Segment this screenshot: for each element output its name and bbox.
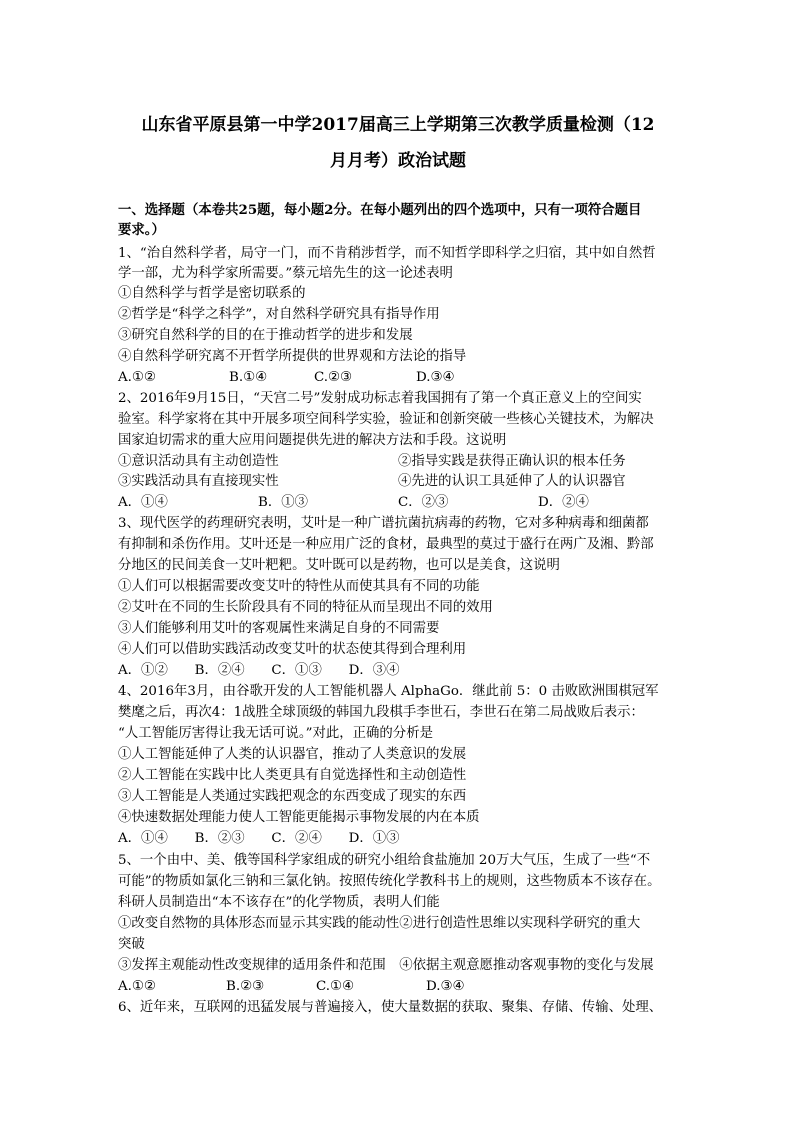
q4-option-1: ①人工智能延伸了人类的认识器官，推动了人类意识的发展: [118, 747, 467, 762]
q1-option-4: ④自然科学研究离不开哲学所提供的世界观和方法论的指导: [118, 349, 467, 364]
q5-answer-c: C.①④: [316, 979, 355, 994]
q1-option-1: ①自然科学与哲学是密切联系的: [118, 286, 306, 301]
q2-option-3: ③实践活动具有直接现实性: [118, 474, 279, 489]
q1-option-3: ③研究自然科学的目的在于推动哲学的进步和发展: [118, 328, 413, 343]
section-heading-line-1: 一、选择题（本卷共25题，每小题2分。在每小题列出的四个选项中，只有一项符合题目: [118, 202, 642, 218]
q1-answer-b: B.①④: [229, 370, 268, 385]
q1-stem-line-2: 学一部，尤为科学家所需要。”蔡元培先生的这一论述表明: [118, 266, 453, 281]
q2-stem-line-1: 2、2016年9月15日，“天宫二号”发射成功标志着我国拥有了第一个真正意义上的空间实: [118, 391, 642, 406]
q1-option-2: ②哲学是“科学之科学”，对自然科学研究具有指导作用: [118, 307, 440, 322]
q4-option-4: ④快速数据处理能力使人工智能更能揭示事物发展的内在本质: [118, 810, 480, 825]
q3-option-4: ④人们可以借助实践活动改变艾叶的状态使其得到合理利用: [118, 642, 467, 657]
q3-option-3: ③人们能够利用艾叶的客观属性来满足自身的不同需要: [118, 621, 440, 636]
exam-title-line-2: 月月考）政治试题: [330, 151, 466, 171]
q2-answer-b: B．①③: [258, 495, 309, 510]
q3-option-2: ②艾叶在不同的生长阶段具有不同的特征从而呈现出不同的效用: [118, 600, 493, 615]
section-heading-line-2: 要求。）: [118, 222, 165, 238]
q4-stem-line-2: 樊麾之后，再次4：1战胜全球顶级的韩国九段棋手李世石，李世石在第二局战败后表示：: [118, 705, 644, 720]
q3-option-1: ①人们可以根据需要改变艾叶的特性从而使其具有不同的功能: [118, 579, 480, 594]
q4-answers: A．①④ B．②③ C．②④ D．①③: [118, 831, 400, 846]
q5-options-3-4: ③发挥主观能动性改变规律的适用条件和范围 ④依据主观意愿推动客观事物的变化与发展: [118, 958, 654, 973]
q4-option-3: ③人工智能是人类通过实践把观念的东西变成了现实的东西: [118, 789, 467, 804]
q5-stem-line-3: 科研人员制造出“本不该存在”的化学物质，表明人们能: [118, 895, 440, 910]
q5-options-1-2: ①改变自然物的具体形态而显示其实践的能动性②进行创造性思维以实现科学研究的重大: [118, 916, 641, 931]
q2-answer-d: D．②④: [538, 495, 589, 510]
q5-stem-line-2: 可能”的物质如氯化三钠和三氯化钠。按照传统化学教科书上的规则，这些物质本不该存在。: [118, 874, 661, 889]
q5-answer-d: D.③④: [426, 979, 465, 994]
q2-option-1: ①意识活动具有主动创造性: [118, 454, 279, 469]
q4-stem-line-3: “人工智能厉害得让我无话可说。”对此，正确的分析是: [118, 726, 433, 741]
q1-answer-a: A.①②: [118, 370, 156, 385]
q5-answer-b: B.②③: [226, 979, 265, 994]
q4-option-2: ②人工智能在实践中比人类更具有自觉选择性和主动创造性: [118, 768, 467, 783]
q2-option-4: ④先进的认识工具延伸了人的认识器官: [398, 474, 626, 489]
q1-stem-line-1: 1、“治自然科学者，局守一门，而不肯稍涉哲学，而不知哲学即科学之归宿，其中如自然哲: [118, 246, 656, 261]
q2-stem-line-2: 验室。科学家将在其中开展多项空间科学实验，验证和创新突破一些核心关键技术，为解决: [118, 412, 654, 427]
q3-stem-line-3: 分地区的民间美食一艾叶粑粑。艾叶既可以是药物，也可以是美食，这说明: [118, 558, 560, 573]
q2-stem-line-3: 国家迫切需求的重大应用问题提供先进的解决方法和手段。这说明: [118, 433, 507, 448]
q6-stem-line-1: 6、近年来，互联网的迅猛发展与普遍接入，使大量数据的获取、聚集、存储、传输、处理、: [118, 1000, 663, 1015]
q4-stem-line-1: 4、2016年3月，由谷歌开发的人工智能机器人 AlphaGo．继此前 5：0 击败欧洲围棋冠军: [118, 684, 659, 699]
q3-stem-line-1: 3、现代医学的药理研究表明，艾叶是一种广谱抗菌抗病毒的药物，它对多种病毒和细菌都: [118, 516, 649, 531]
q3-answers: A．①② B．②④ C．①③ D．③④: [118, 663, 400, 678]
q2-option-2: ②指导实践是获得正确认识的根本任务: [398, 454, 626, 469]
q5-stem-line-1: 5、一个由中、美、俄等国科学家组成的研究小组给食盐施加 20万大气压，生成了一些“不: [118, 853, 651, 868]
exam-title-line-1: 山东省平原县第一中学2017届高三上学期第三次教学质量检测（12: [141, 115, 655, 135]
q2-answer-a: A．①④: [118, 495, 168, 510]
q2-answer-c: C．②③: [398, 495, 449, 510]
q3-stem-line-2: 有抑制和杀伤作用。艾叶还是一种应用广泛的食材，最典型的莫过于盛行在两广及湘、黔部: [118, 537, 654, 552]
q5-answer-a: A.①②: [118, 979, 156, 994]
q1-answer-c: C.②③: [314, 370, 353, 385]
q1-answer-d: D.③④: [416, 370, 455, 385]
q5-options-1-2-continued: 突破: [118, 937, 145, 952]
